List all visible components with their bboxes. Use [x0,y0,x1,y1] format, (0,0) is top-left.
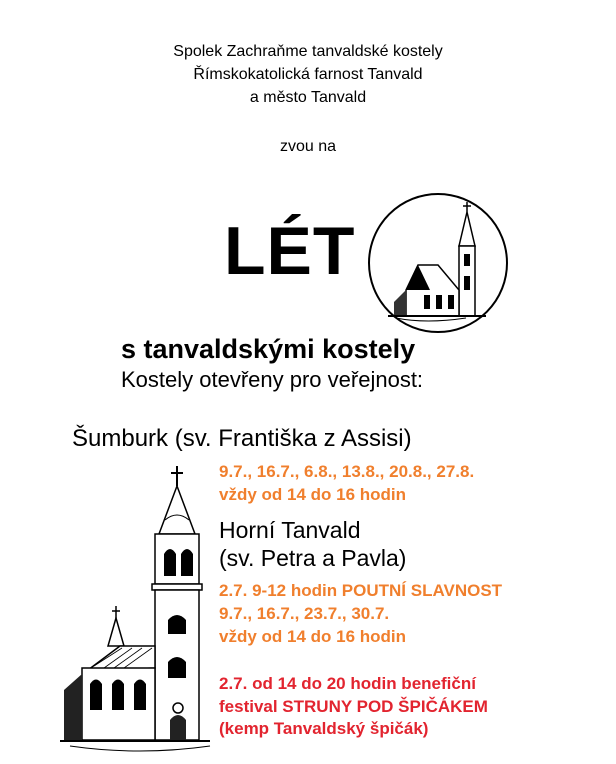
title-leto: LÉT [224,213,356,289]
invite-text: zvou na [279,138,337,155]
sumburk-hours: vždy od 14 do 16 hodin [219,485,407,504]
horni-hours: vždy od 14 do 16 hodin [219,627,407,646]
church-circle-logo [366,190,512,336]
organizer-line-3: a město Tanvald [249,89,367,106]
subtitle: s tanvaldskými kostely [121,334,416,364]
organizer-line-2: Římskokatolická farnost Tanvald [193,66,423,83]
organizer-line-1: Spolek Zachraňme tanvaldské kostely [173,43,443,60]
festival-line-3: (kemp Tanvaldský špičák) [219,719,429,738]
church-illustration [60,460,220,760]
horni-heading-2: (sv. Petra a Pavla) [219,545,407,571]
festival-line-2: festival STRUNY POD ŠPIČÁKEM [219,697,488,716]
horni-heading-1: Horní Tanvald [219,517,361,543]
horni-dates: 9.7., 16.7., 23.7., 30.7. [219,604,390,623]
open-line: Kostely otevřeny pro veřejnost: [121,367,424,392]
festival-line-1: 2.7. od 14 do 20 hodin benefiční [219,674,476,693]
sumburk-heading: Šumburk (sv. Františka z Assisi) [72,425,412,452]
horni-pout: 2.7. 9-12 hodin POUTNÍ SLAVNOST [219,581,503,600]
sumburk-dates: 9.7., 16.7., 6.8., 13.8., 20.8., 27.8. [219,462,475,481]
